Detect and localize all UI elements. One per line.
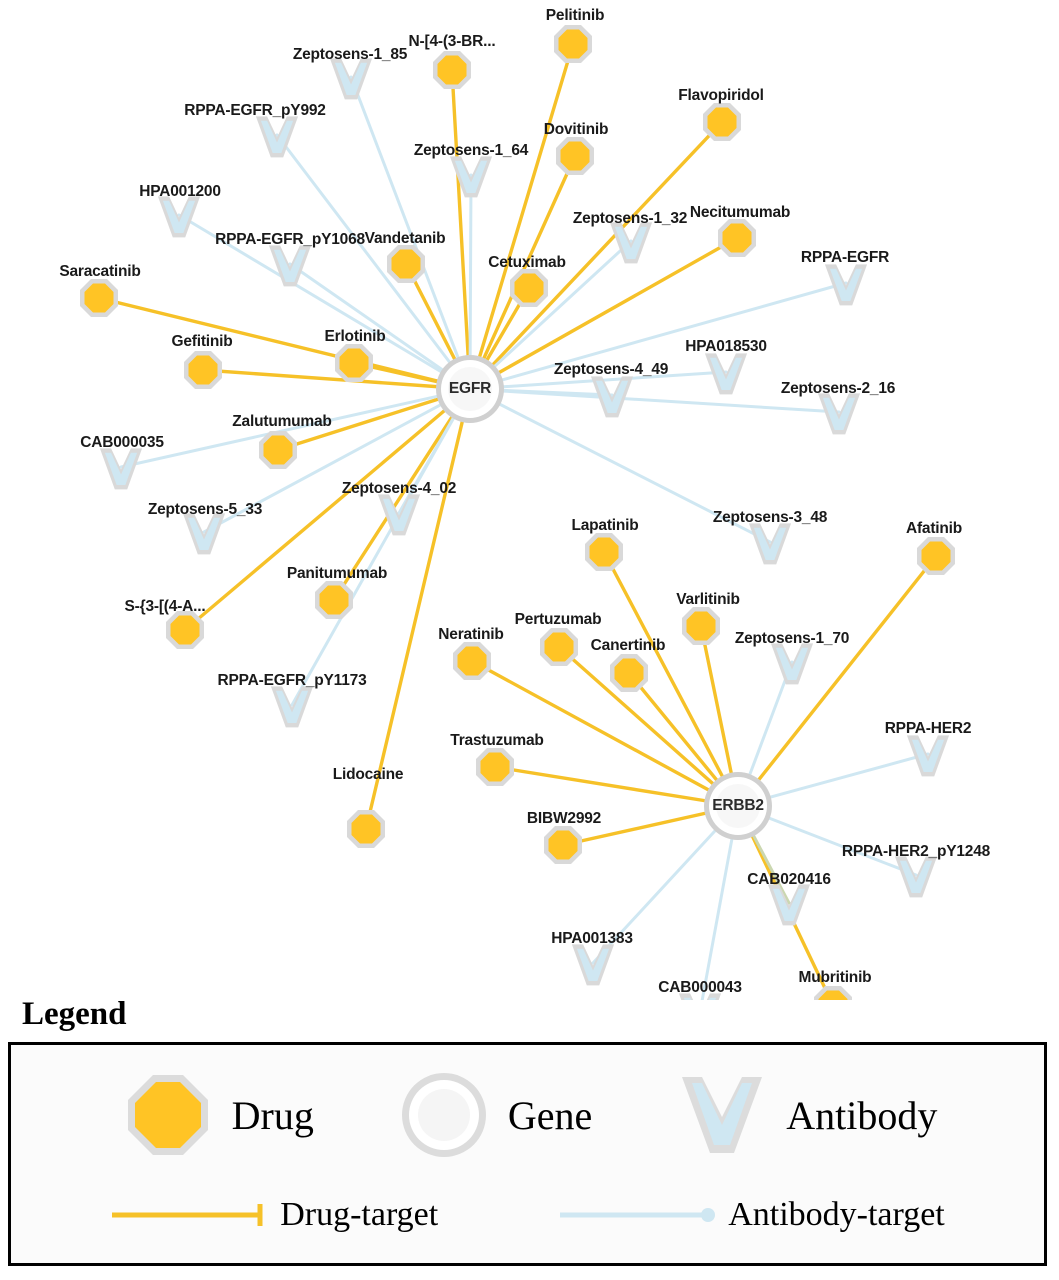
antibody-label-hpa001200: HPA001200 bbox=[139, 183, 221, 200]
drug-node[interactable] bbox=[917, 537, 955, 575]
drug-target-edge bbox=[278, 398, 441, 450]
legend-label-drug: Drug bbox=[231, 1092, 314, 1138]
antibody-node[interactable] bbox=[907, 735, 949, 776]
antibody-label-zeptosens-1-85: Zeptosens-1_85 bbox=[292, 46, 408, 63]
antibody-label-hpa001383: HPA001383 bbox=[551, 930, 633, 947]
drug-node-core bbox=[171, 616, 200, 645]
drug-node[interactable] bbox=[80, 279, 118, 317]
drug-label-pertuzumab: Pertuzumab bbox=[514, 611, 602, 628]
drug-node[interactable] bbox=[585, 533, 623, 571]
drug-node[interactable] bbox=[703, 103, 741, 141]
gene-label-egfr: EGFR bbox=[448, 380, 492, 397]
legend-item-drug bbox=[118, 1065, 314, 1165]
legend-label-antibody: Antibody bbox=[786, 1092, 938, 1138]
drug-label-necitumumab: Necitumumab bbox=[689, 204, 791, 221]
legend-item-antibody bbox=[672, 1065, 937, 1165]
antibody-node[interactable] bbox=[269, 245, 311, 286]
antibody-label-hpa018530: HPA018530 bbox=[685, 338, 767, 355]
drug-node-core bbox=[481, 753, 510, 782]
drug-target-edge bbox=[491, 122, 722, 367]
antibody-node[interactable] bbox=[818, 393, 860, 434]
antibody-target-edge bbox=[500, 391, 839, 412]
antibody-label-zeptosens-3-48: Zeptosens-3_48 bbox=[712, 509, 828, 526]
drug-label-afatinib: Afatinib bbox=[905, 520, 963, 537]
legend-label-antibody-target: Antibody-target bbox=[728, 1196, 945, 1233]
drug-node-core bbox=[590, 538, 619, 567]
antibody-label-rppa-her2: RPPA-HER2 bbox=[884, 720, 972, 737]
drug-node[interactable] bbox=[315, 581, 353, 619]
drug-node[interactable] bbox=[554, 25, 592, 63]
drug-node-core bbox=[458, 647, 487, 676]
drug-label-n-4-3-br-: N-[4-(3-BR... bbox=[408, 33, 496, 50]
drug-label-flavopiridol: Flavopiridol bbox=[678, 87, 764, 104]
drug-node-core bbox=[561, 142, 590, 171]
drug-label-s-3-4-a-: S-{3-[(4-A... bbox=[124, 598, 206, 615]
antibody-target-edge bbox=[497, 403, 770, 542]
drug-node-core bbox=[340, 349, 369, 378]
antibody-target-edge-icon bbox=[558, 1200, 718, 1230]
drug-label-dovitinib: Dovitinib bbox=[543, 121, 609, 138]
antibody-target-edge bbox=[499, 283, 846, 381]
drug-node-core bbox=[392, 250, 421, 279]
antibody-target-edge bbox=[470, 175, 471, 359]
drug-node-core bbox=[189, 356, 218, 385]
drug-target-edge bbox=[452, 70, 468, 359]
drug-label-bibw2992: BIBW2992 bbox=[526, 810, 602, 827]
node-layer bbox=[80, 25, 955, 1000]
drug-node[interactable] bbox=[259, 431, 297, 469]
antibody-node[interactable] bbox=[158, 196, 200, 237]
antibody-node[interactable] bbox=[749, 523, 791, 564]
antibody-node-core bbox=[684, 998, 716, 1000]
drug-node-core bbox=[515, 274, 544, 303]
antibody-label-rppa-egfr-py992: RPPA-EGFR_pY992 bbox=[184, 102, 326, 119]
drug-label-panitumumab: Panitumumab bbox=[286, 565, 388, 582]
antibody-target-edge bbox=[700, 836, 733, 1000]
antibody-label-cab000035: CAB000035 bbox=[80, 434, 164, 451]
drug-node[interactable] bbox=[335, 344, 373, 382]
antibody-node[interactable] bbox=[100, 448, 142, 489]
antibody-node[interactable] bbox=[183, 513, 225, 554]
drug-label-zalutumumab: Zalutumumab bbox=[232, 413, 332, 430]
edge-layer bbox=[99, 44, 936, 1000]
drug-node-core bbox=[559, 30, 588, 59]
drug-node-core bbox=[723, 224, 752, 253]
drug-target-edge bbox=[563, 813, 709, 845]
drug-label-gefitinib: Gefitinib bbox=[171, 333, 233, 350]
drug-node-core bbox=[615, 659, 644, 688]
drug-node-core bbox=[438, 56, 467, 85]
drug-node[interactable] bbox=[540, 628, 578, 666]
gene-node-core bbox=[448, 367, 492, 411]
drug-node-core bbox=[922, 542, 951, 571]
drug-label-cetuximab: Cetuximab bbox=[488, 254, 566, 271]
legend-label-gene: Gene bbox=[507, 1092, 593, 1138]
antibody-label-zeptosens-1-70: Zeptosens-1_70 bbox=[734, 630, 850, 647]
drug-node-core bbox=[85, 284, 114, 313]
antibody-label-rppa-her2-py1248: RPPA-HER2_pY1248 bbox=[841, 843, 991, 860]
legend-edge-row bbox=[0, 1185, 1055, 1245]
gene-node-egfr[interactable] bbox=[436, 355, 504, 423]
drug-node[interactable] bbox=[814, 986, 852, 1000]
antibody-target-edge bbox=[767, 754, 928, 798]
drug-node[interactable] bbox=[610, 654, 648, 692]
drug-target-edge bbox=[629, 673, 719, 783]
antibody-label-zeptosens-1-64: Zeptosens-1_64 bbox=[413, 142, 529, 159]
drug-node[interactable] bbox=[166, 611, 204, 649]
drug-node-core bbox=[708, 108, 737, 137]
drug-node-core bbox=[320, 586, 349, 615]
gene-label-erbb2: ERBB2 bbox=[712, 797, 764, 814]
antibody-node[interactable] bbox=[825, 264, 867, 305]
drug-target-edge bbox=[479, 44, 573, 360]
antibody-target-edge bbox=[593, 828, 718, 963]
legend-shape-row bbox=[0, 1060, 1055, 1170]
antibody-target-edge bbox=[766, 817, 916, 875]
drug-label-lidocaine: Lidocaine bbox=[332, 766, 404, 783]
drug-node[interactable] bbox=[556, 137, 594, 175]
drug-label-lapatinib: Lapatinib bbox=[571, 517, 639, 534]
drug-label-canertinib: Canertinib bbox=[590, 637, 666, 654]
antibody-node[interactable] bbox=[895, 856, 937, 897]
antibody-label-cab020416: CAB020416 bbox=[747, 871, 831, 888]
drug-node[interactable] bbox=[544, 826, 582, 864]
antibody-node[interactable] bbox=[572, 944, 614, 985]
drug-label-saracatinib: Saracatinib bbox=[59, 263, 141, 280]
gene-icon bbox=[394, 1065, 494, 1165]
drug-label-trastuzumab: Trastuzumab bbox=[450, 732, 544, 749]
drug-label-vandetanib: Vandetanib bbox=[364, 230, 446, 247]
drug-target-edge bbox=[366, 418, 463, 829]
drug-label-erlotinib: Erlotinib bbox=[324, 328, 386, 345]
drug-node[interactable] bbox=[476, 748, 514, 786]
drug-node-core bbox=[352, 815, 381, 844]
drug-label-pelitinib: Pelitinib bbox=[545, 7, 605, 24]
antibody-target-edge bbox=[500, 372, 726, 387]
drug-node[interactable] bbox=[184, 351, 222, 389]
drug-node-core bbox=[687, 612, 716, 641]
antibody-label-rppa-egfr: RPPA-EGFR bbox=[800, 249, 890, 266]
legend-edge-drug-target bbox=[110, 1196, 438, 1234]
antibody-label-rppa-egfr-py1068: RPPA-EGFR_pY1068 bbox=[215, 231, 365, 248]
antibody-label-rppa-egfr-py1173: RPPA-EGFR_pY1173 bbox=[217, 672, 367, 689]
drug-node[interactable] bbox=[347, 810, 385, 848]
drug-label-varlitinib: Varlitinib bbox=[676, 591, 740, 608]
legend-title: Legend bbox=[22, 996, 127, 1032]
antibody-label-zeptosens-5-33: Zeptosens-5_33 bbox=[147, 501, 263, 518]
antibody-target-edge bbox=[752, 833, 789, 903]
drug-node-core bbox=[549, 831, 578, 860]
antibody-icon bbox=[672, 1065, 772, 1165]
drug-icon bbox=[118, 1065, 218, 1165]
drug-node[interactable] bbox=[387, 245, 425, 283]
gene-node-core bbox=[716, 784, 760, 828]
antibody-label-zeptosens-4-49: Zeptosens-4_49 bbox=[553, 361, 669, 378]
antibody-label-zeptosens-4-02: Zeptosens-4_02 bbox=[341, 480, 457, 497]
drug-label-mubritinib: Mubritinib bbox=[798, 969, 872, 986]
drug-node[interactable] bbox=[682, 607, 720, 645]
legend-label-drug-target: Drug-target bbox=[280, 1196, 439, 1233]
antibody-label-zeptosens-2-16: Zeptosens-2_16 bbox=[780, 380, 896, 397]
drug-node[interactable] bbox=[510, 269, 548, 307]
legend-edge-antibody-target bbox=[558, 1196, 945, 1234]
drug-node[interactable] bbox=[718, 219, 756, 257]
drug-node[interactable] bbox=[433, 51, 471, 89]
antibody-label-zeptosens-1-32: Zeptosens-1_32 bbox=[572, 210, 688, 227]
drug-node-core bbox=[264, 436, 293, 465]
drug-label-neratinib: Neratinib bbox=[438, 626, 504, 643]
antibody-node[interactable] bbox=[679, 993, 721, 1000]
antibody-node[interactable] bbox=[768, 884, 810, 925]
drug-target-edge-icon bbox=[110, 1200, 270, 1230]
legend-item-gene bbox=[394, 1065, 592, 1165]
drug-node[interactable] bbox=[453, 642, 491, 680]
drug-target-edge bbox=[701, 626, 732, 777]
drug-node-core bbox=[545, 633, 574, 662]
antibody-label-cab000043: CAB000043 bbox=[658, 979, 742, 996]
antibody-node[interactable] bbox=[271, 686, 313, 727]
gene-node-erbb2[interactable] bbox=[704, 772, 772, 840]
